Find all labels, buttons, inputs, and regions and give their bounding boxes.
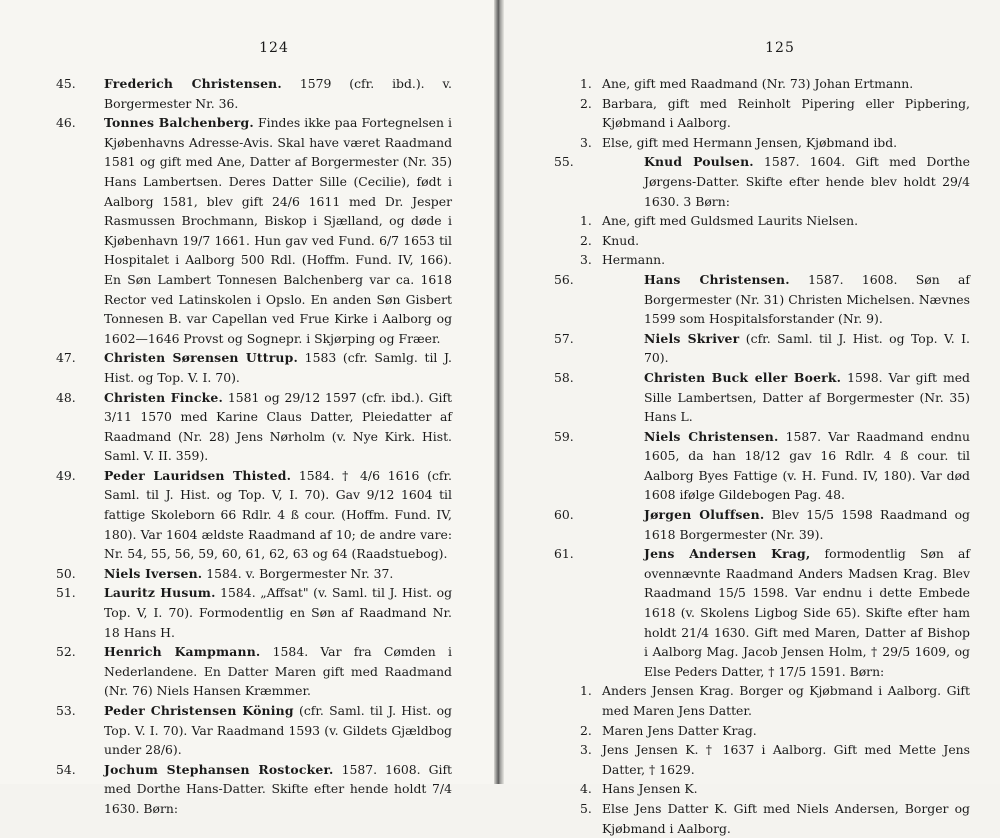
entry-text: formodentlig Søn af ovennævnte Raadmand Anders Madsen Krag. Blev Raadmand 15/5 1598. Var endnu i dette Embede 1618 (v. Skolens Ligbog Side 65). Skifte efter ham holdt 21/4 1630. Gift med Maren, Datter af Bishop i Aalborg Mag. Jacob Jensen Holm, † 29/5 1609, og Else Peders Datter, † 17/5 1591. Børn:: [644, 546, 970, 679]
continued-children-list: [580, 74, 970, 152]
child-text: Else, gift med Hermann Jensen, Kjøbmand ibd.: [602, 134, 898, 150]
register-entry: [554, 329, 970, 368]
entry-text: 1587. 1608. Søn af Borgermester (Nr. 31) Christen Michelsen. Nævnes 1599 som Hospitalsforstander (Nr. 9).: [644, 271, 970, 327]
register-entry: [554, 152, 970, 211]
entry-name: Henrich Kampmann.: [104, 644, 261, 660]
entry-number: 45.: [56, 76, 76, 91]
entry-name: Niels Christensen.: [644, 428, 779, 444]
child-text: Knud.: [602, 232, 640, 248]
child-list-item: [580, 799, 970, 838]
register-entry: [554, 427, 971, 505]
right-entries: [554, 152, 971, 838]
entry-text: 1584. „Affsat" (v. Saml. til J. Hist. og Top. V, I. 70). Formodentlig en Søn af Raadmand Nr. 18 Hans H.: [104, 585, 452, 640]
entry-number: 53.: [56, 703, 76, 718]
entry-name: Niels Iversen.: [104, 565, 203, 581]
entry-number: 58.: [554, 369, 574, 385]
entry-number: 59.: [554, 428, 574, 444]
child-number: 3.: [580, 252, 592, 268]
register-entry: [56, 113, 452, 348]
register-entry: [554, 544, 970, 681]
register-entry: [56, 760, 452, 819]
child-list-item: [580, 740, 970, 779]
entry-number: 46.: [56, 115, 76, 131]
entry-text: 1587. Var Raadmand endnu 1605, da han 18/12 gav 16 Rdlr. 4 ß cour. til Aalborg Byes Fattige (v. H. Fund. IV, 180). Var død 1608 ifølge Gildebogen Pag. 48.: [644, 428, 971, 503]
child-text: Ane, gift med Guldsmed Laurits Nielsen.: [602, 213, 859, 229]
entry-name: Jens Andersen Krag,: [644, 546, 811, 562]
register-entry: [56, 701, 452, 760]
child-number: 2.: [580, 722, 592, 738]
entry-name: Jochum Stephansen Rostocker.: [104, 761, 334, 777]
register-entry: [554, 368, 970, 427]
entry-name: Hans Christensen.: [644, 271, 790, 287]
child-text: Maren Jens Datter Krag.: [602, 722, 757, 738]
entry-number: 52.: [56, 644, 76, 660]
child-list-item: [580, 779, 970, 799]
entry-number: 61.: [554, 546, 574, 562]
child-text: Barbara, gift med Reinholt Pipering eller Pipbering, Kjøbmand i Aalborg.: [602, 95, 970, 131]
entry-text: 1598. Var gift med Sille Lambertsen, Datter af Borgermester (Nr. 35) Hans L.: [644, 369, 970, 425]
entry-text: (cfr. Saml. til J. Hist. og Top. V. I. 70). Var Raadmand 1593 (v. Gildets Gjældbog under 28/6).: [104, 703, 452, 758]
entry-number: 51.: [56, 585, 76, 601]
register-entry: [554, 270, 970, 329]
entry-text: 1587. 1604. Gift med Dorthe Jørgens-Datter. Skifte efter hende blev holdt 29/4 1630. 3 Børn:: [644, 154, 970, 209]
register-entry: [56, 583, 452, 642]
entry-text: 1584. Var fra Cømden i Nederlandene. En Datter Maren gift med Raadmand (Nr. 76) Niels Hansen Kræmmer.: [104, 644, 452, 699]
entry-name: Peder Lauridsen Thisted.: [104, 467, 292, 483]
entry-number: 48.: [56, 389, 76, 405]
register-entry: [56, 388, 452, 466]
left-page: [0, 0, 498, 816]
child-text: Ane, gift med Raadmand (Nr. 73) Johan Ertmann.: [602, 76, 914, 91]
entry-text: 1584. v. Borgermester Nr. 37.: [202, 565, 394, 581]
child-number: 2.: [580, 232, 592, 248]
child-list-item: [580, 133, 970, 153]
entry-number: 49.: [56, 467, 76, 483]
entry-name: Knud Poulsen.: [644, 154, 754, 170]
book-gutter: [494, 0, 504, 784]
child-text: Else Jens Datter K. Gift med Niels Andersen, Borger og Kjøbmand i Aalborg.: [602, 800, 970, 836]
entry-name: Niels Skriver: [644, 330, 740, 346]
register-entry: [554, 505, 970, 544]
child-number: 1.: [580, 213, 592, 229]
child-number: 5.: [580, 800, 592, 816]
entry-name: Tonnes Balchenberg.: [104, 115, 254, 131]
child-text: Hermann.: [602, 252, 666, 268]
child-number: 3.: [580, 742, 592, 758]
entry-name: Peder Christensen Köning: [104, 703, 294, 718]
child-number: 4.: [580, 781, 592, 797]
child-list-item: [580, 681, 970, 720]
register-entry: [56, 74, 452, 113]
entry-number: 50.: [56, 565, 76, 581]
child-list-item: [580, 231, 970, 251]
left-entries: [56, 74, 452, 819]
child-list-item: [580, 250, 970, 270]
entry-number: 56.: [554, 271, 574, 287]
child-list-item: [580, 211, 970, 231]
register-entry: [56, 348, 452, 387]
right-page: [498, 0, 1000, 836]
entry-name: Frederich Christensen.: [104, 76, 282, 91]
entry-text: Findes ikke paa Fortegnelsen i Kjøbenhavns Adresse-Avis. Skal have været Raadmand 1581 og gift med Ane, Datter af Borgermester (Nr. 35) Hans Lambertsen. Deres Datter Sille (Cecilie), født i Aalborg 1581, blev gift 24/6 1611 med Dr. Jesper Rasmussen Brochmann, Biskop i Sjælland, og døde i Kjøbenhavn 19/7 1661. Hun gav ved Fund. 6/7 1653 til Hospitalet i Aalborg 500 Rdl. (Hoffm. Fund. IV, 166). En Søn Lambert Tonnesen Balchenberg var ca. 1618 Rector ved Latinskolen i Opslo. En anden Søn Gisbert Tonnesen B. var Capellan ved Frue Kirke i Aalborg og 1602—1646 Provst og Sognepr. i Skjørping og Fræer.: [104, 115, 452, 346]
register-entry: [56, 642, 452, 701]
page-number: 124: [259, 40, 289, 56]
entry-name: Lauritz Husum.: [104, 585, 216, 601]
entry-name: Christen Buck eller Boerk.: [644, 369, 842, 385]
entry-name: Jørgen Oluffsen.: [644, 507, 765, 523]
child-text: Hans Jensen K.: [602, 781, 698, 797]
entry-text: 1581 og 29/12 1597 (cfr. ibd.). Gift 3/11 1570 med Karine Claus Datter, Pleiedatter af Raadmand (Nr. 28) Jens Nørholm (v. Nye Kirk. Hist. Saml. V. II. 359).: [104, 389, 452, 464]
entry-number: 47.: [56, 350, 76, 366]
child-text: Jens Jensen K. † 1637 i Aalborg. Gift med Mette Jens Datter, † 1629.: [602, 742, 970, 777]
register-entry: [56, 466, 452, 564]
page-number: 125: [765, 40, 795, 56]
entry-number: 57.: [554, 330, 574, 346]
child-list-item: [580, 74, 970, 94]
child-text: Anders Jensen Krag. Borger og Kjøbmand i Aalborg. Gift med Maren Jens Datter.: [602, 683, 970, 718]
child-number: 3.: [580, 134, 592, 150]
child-number: 2.: [580, 95, 592, 111]
child-list-item: [580, 94, 970, 133]
register-entry: [56, 564, 452, 584]
entry-text: 1583 (cfr. Samlg. til J. Hist. og Top. V. I. 70).: [104, 350, 452, 385]
entry-number: 55.: [554, 154, 574, 170]
entry-number: 54.: [56, 761, 76, 777]
entry-text: 1584. † 4/6 1616 (cfr. Saml. til J. Hist. og Top. V, I. 70). Gav 9/12 1604 til fattige Skoleborn 66 Rdlr. 4 ß cour. (Hoffm. Fund. IV, 180). Var 1604 ældste Raadmand af 10; de andre vare: Nr. 54, 55, 56, 59, 60, 61, 62, 63 og 64 (Raadstuebog).: [104, 467, 452, 562]
child-number: 1.: [580, 76, 592, 91]
entry-text: Blev 15/5 1598 Raadmand og 1618 Borgermester (Nr. 39).: [644, 507, 970, 542]
entry-name: Christen Fincke.: [104, 389, 223, 405]
entry-text: 1579 (cfr. ibd.). v. Borgermester Nr. 36.: [104, 76, 452, 111]
entry-text: 1587. 1608. Gift med Dorthe Hans-Datter. Skifte efter hende holdt 7/4 1630. Børn:: [104, 761, 453, 816]
child-number: 1.: [580, 683, 592, 699]
entry-text: (cfr. Saml. til J. Hist. og Top. V. I. 70).: [644, 330, 970, 366]
child-list-item: [580, 721, 970, 741]
entry-name: Christen Sørensen Uttrup.: [104, 350, 299, 366]
entry-number: 60.: [554, 507, 574, 523]
